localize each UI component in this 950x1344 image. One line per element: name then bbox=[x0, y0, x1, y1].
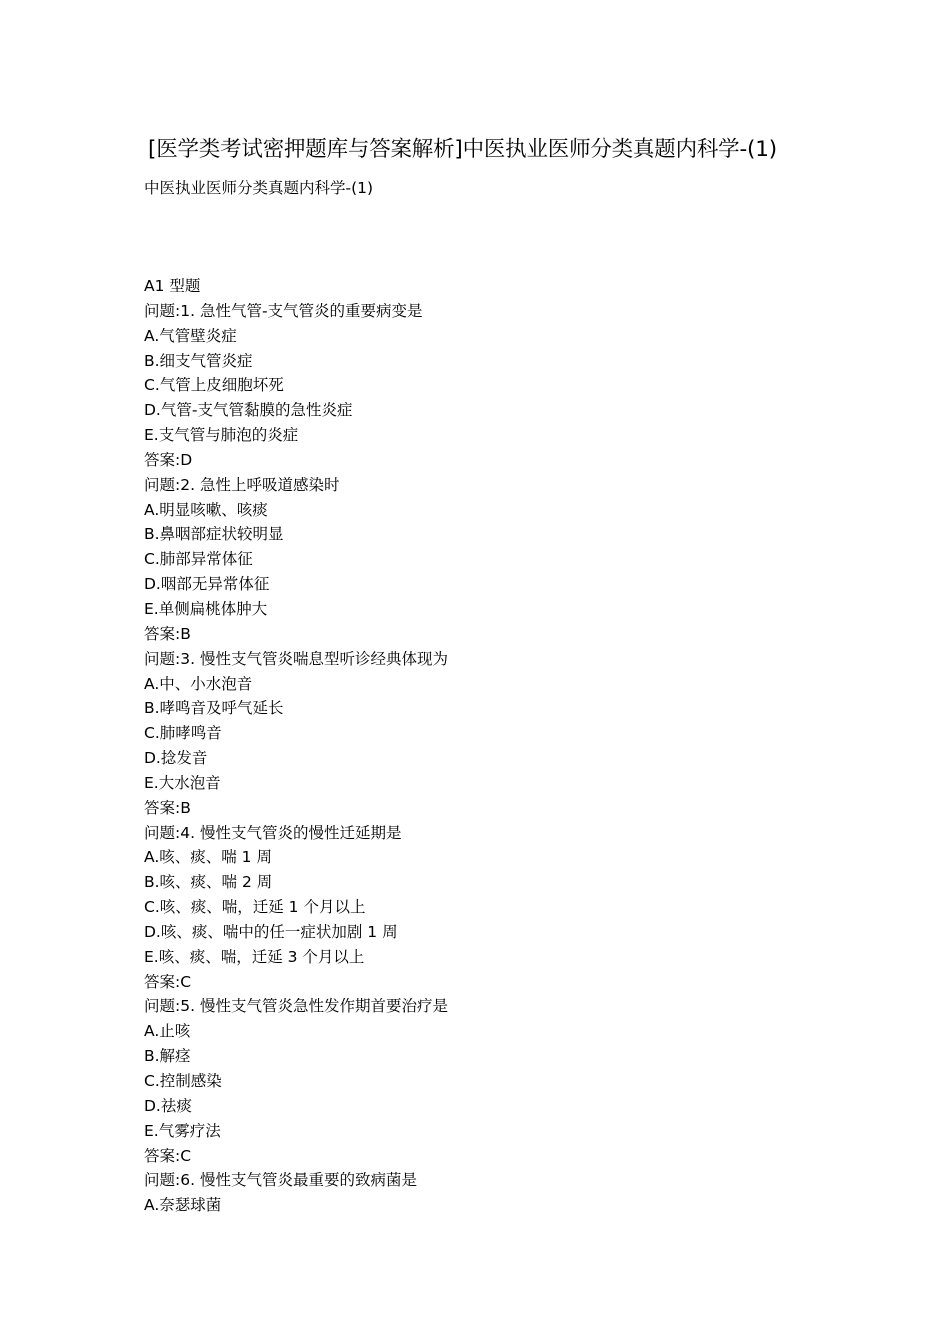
option-text: E.大水泡音 bbox=[144, 773, 221, 792]
option-text: E.单侧扁桃体肿大 bbox=[144, 599, 268, 618]
option-text: A.奈瑟球菌 bbox=[144, 1196, 222, 1215]
answer-text: 答案:C bbox=[144, 972, 192, 991]
option-text: C.肺哮鸣音 bbox=[144, 724, 222, 743]
document-title: [医学类考试密押题库与答案解析]中医执业医师分类真题内科学-(1) bbox=[148, 137, 777, 162]
section-heading: A1 型题 bbox=[144, 277, 201, 295]
option-text: C.肺部异常体征 bbox=[144, 550, 253, 569]
question-text: 问题:5. 慢性支气管炎急性发作期首要治疗是 bbox=[144, 997, 448, 1016]
option-text: D.捻发音 bbox=[144, 749, 208, 768]
option-text: D.气管-支气管黏膜的急性炎症 bbox=[144, 401, 353, 420]
option-text: A.明显咳嗽、咳痰 bbox=[144, 500, 268, 519]
option-text: B.解痉 bbox=[144, 1047, 191, 1066]
document-subtitle: 中医执业医师分类真题内科学-(1) bbox=[144, 179, 374, 197]
answer-text: 答案:B bbox=[144, 624, 191, 643]
option-text: A.气管壁炎症 bbox=[144, 326, 237, 345]
answer-text: 答案:C bbox=[144, 1146, 192, 1165]
option-text: A.中、小水泡音 bbox=[144, 674, 253, 693]
question-text: 问题:4. 慢性支气管炎的慢性迁延期是 bbox=[144, 823, 402, 842]
option-text: E.气雾疗法 bbox=[144, 1121, 221, 1140]
option-text: B.咳、痰、喘 2 周 bbox=[144, 873, 273, 892]
option-text: E.支气管与肺泡的炎症 bbox=[144, 426, 299, 445]
option-text: B.鼻咽部症状较明显 bbox=[144, 525, 284, 544]
option-text: C.咳、痰、喘，迁延 1 个月以上 bbox=[144, 898, 366, 917]
option-text: D.咳、痰、喘中的任一症状加剧 1 周 bbox=[144, 922, 398, 941]
option-text: D.祛痰 bbox=[144, 1096, 192, 1115]
document-body bbox=[144, 274, 844, 1218]
option-text: B.细支气管炎症 bbox=[144, 351, 253, 370]
answer-text: 答案:B bbox=[144, 798, 191, 817]
option-text: A.止咳 bbox=[144, 1022, 191, 1041]
option-text: E.咳、痰、喘，迁延 3 个月以上 bbox=[144, 947, 365, 966]
question-text: 问题:2. 急性上呼吸道感染时 bbox=[144, 475, 340, 494]
question-text: 问题:6. 慢性支气管炎最重要的致病菌是 bbox=[144, 1171, 417, 1190]
option-text: D.咽部无异常体征 bbox=[144, 575, 270, 594]
option-text: C.控制感染 bbox=[144, 1072, 222, 1090]
question-text: 问题:1. 急性气管-支气管炎的重要病变是 bbox=[144, 301, 423, 320]
option-text: A.咳、痰、喘 1 周 bbox=[144, 848, 272, 867]
option-text: C.气管上皮细胞坏死 bbox=[144, 376, 284, 395]
answer-text: 答案:D bbox=[144, 450, 193, 469]
question-text: 问题:3. 慢性支气管炎喘息型听诊经典体现为 bbox=[144, 649, 448, 668]
option-text: B.哮鸣音及呼气延长 bbox=[144, 699, 284, 718]
